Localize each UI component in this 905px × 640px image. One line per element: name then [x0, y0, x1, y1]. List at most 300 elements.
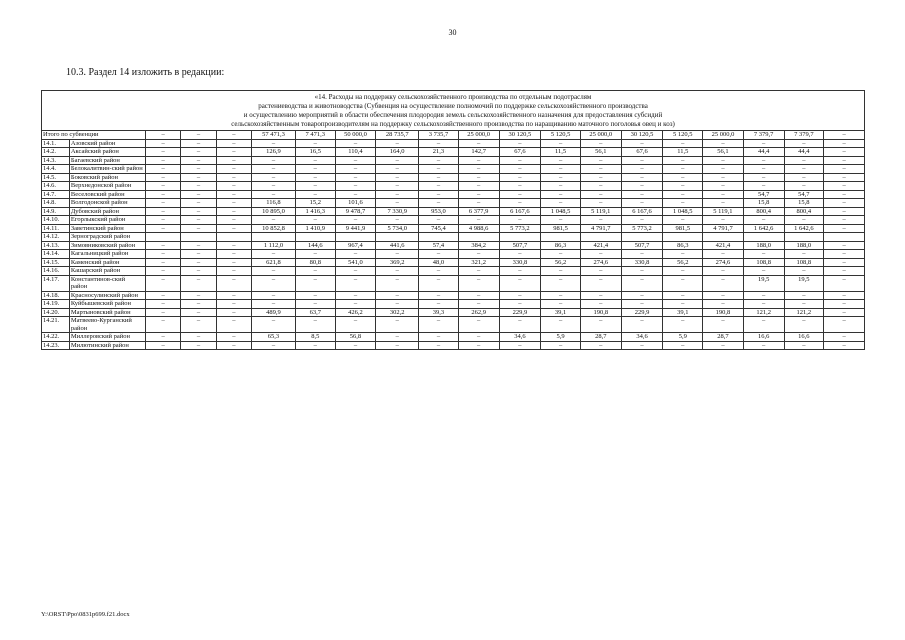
value-cell: 121,2	[743, 308, 784, 317]
value-cell: –	[419, 139, 459, 148]
value-cell: 5 773,2	[621, 224, 663, 233]
value-cell: –	[216, 241, 251, 250]
district-row	[42, 207, 865, 216]
value-cell: –	[335, 300, 376, 309]
value-cell: 1 410,9	[295, 224, 335, 233]
value-cell: –	[145, 199, 180, 208]
row-number: 14.22.	[42, 333, 70, 342]
value-cell: –	[541, 267, 581, 276]
value-cell: –	[541, 190, 581, 199]
value-cell: 34,6	[499, 333, 541, 342]
value-cell: –	[580, 275, 621, 291]
value-cell: –	[621, 300, 663, 309]
value-cell: 19,5	[784, 275, 824, 291]
value-cell: –	[145, 317, 180, 333]
value-cell: –	[580, 216, 621, 225]
value-cell: 15,8	[784, 199, 824, 208]
value-cell: –	[145, 250, 180, 259]
value-cell: –	[824, 199, 865, 208]
caption-line: и осуществлению мероприятий в области обеспечения плодородия земель сельскохозяйственного назначения для предоставления субсидий	[243, 111, 663, 119]
value-cell: 421,4	[703, 241, 744, 250]
row-number: 14.4.	[42, 165, 70, 174]
file-path-footer: Y:\ORST\Ppo\0831p699.f21.docx	[41, 611, 130, 618]
value-cell	[145, 233, 180, 242]
value-cell: 16,6	[743, 333, 784, 342]
district-name: Дубовский район	[69, 207, 145, 216]
value-cell: –	[145, 308, 180, 317]
value-cell: 110,4	[335, 148, 376, 157]
value-cell: 28,7	[580, 333, 621, 342]
value-cell: –	[743, 165, 784, 174]
value-cell: –	[145, 148, 180, 157]
value-cell	[252, 233, 296, 242]
value-cell: –	[663, 341, 703, 350]
value-cell: 144,6	[295, 241, 335, 250]
value-cell: 190,8	[703, 308, 744, 317]
value-cell: –	[663, 216, 703, 225]
value-cell: –	[145, 207, 180, 216]
row-number: 14.2.	[42, 148, 70, 157]
value-cell: –	[499, 317, 541, 333]
value-cell: 5 119,1	[580, 207, 621, 216]
value-cell: –	[376, 317, 419, 333]
district-name: Куйбышевский район	[69, 300, 145, 309]
value-cell: –	[295, 250, 335, 259]
value-cell: –	[295, 216, 335, 225]
district-row	[42, 199, 865, 208]
value-cell: 56,2	[541, 258, 581, 267]
value-cell: –	[419, 190, 459, 199]
district-name: Верхнедонской район	[69, 182, 145, 191]
value-cell: –	[335, 173, 376, 182]
row-number: 14.7.	[42, 190, 70, 199]
value-cell: –	[335, 190, 376, 199]
district-row	[42, 165, 865, 174]
value-cell: –	[824, 182, 865, 191]
value-cell: –	[703, 182, 744, 191]
value-cell: 262,9	[458, 308, 499, 317]
value-cell: 1 112,0	[252, 241, 296, 250]
value-cell: –	[663, 165, 703, 174]
value-cell: –	[181, 182, 216, 191]
value-cell: –	[541, 139, 581, 148]
value-cell: –	[703, 156, 744, 165]
value-cell: –	[824, 250, 865, 259]
row-number: 14.9.	[42, 207, 70, 216]
value-cell: –	[458, 317, 499, 333]
value-cell: –	[621, 139, 663, 148]
value-cell: 15,2	[295, 199, 335, 208]
value-cell: 229,9	[621, 308, 663, 317]
value-cell: –	[621, 291, 663, 300]
value-cell: –	[252, 275, 296, 291]
value-cell: –	[703, 341, 744, 350]
value-cell: –	[541, 250, 581, 259]
value-cell: –	[458, 267, 499, 276]
total-cell: 25 000,0	[580, 131, 621, 140]
value-cell	[335, 233, 376, 242]
value-cell: –	[580, 317, 621, 333]
value-cell: –	[703, 173, 744, 182]
value-cell: –	[295, 182, 335, 191]
district-row	[42, 224, 865, 233]
value-cell: –	[499, 156, 541, 165]
row-number: 14.17.	[42, 275, 70, 291]
value-cell	[784, 233, 824, 242]
value-cell: –	[216, 207, 251, 216]
value-cell: –	[580, 250, 621, 259]
value-cell: –	[621, 156, 663, 165]
value-cell: –	[703, 139, 744, 148]
value-cell: 11,5	[541, 148, 581, 157]
value-cell: –	[824, 258, 865, 267]
value-cell: –	[663, 275, 703, 291]
district-row	[42, 300, 865, 309]
value-cell: –	[252, 216, 296, 225]
value-cell: –	[458, 250, 499, 259]
district-row	[42, 333, 865, 342]
value-cell: 39,3	[419, 308, 459, 317]
value-cell: –	[580, 165, 621, 174]
value-cell: –	[824, 148, 865, 157]
value-cell: 56,1	[703, 148, 744, 157]
value-cell: –	[499, 216, 541, 225]
value-cell: –	[419, 275, 459, 291]
district-row	[42, 216, 865, 225]
value-cell: 16,6	[784, 333, 824, 342]
value-cell: –	[580, 139, 621, 148]
value-cell: –	[376, 250, 419, 259]
value-cell: –	[824, 317, 865, 333]
value-cell: 116,8	[252, 199, 296, 208]
value-cell: 274,6	[703, 258, 744, 267]
value-cell: –	[419, 156, 459, 165]
value-cell: –	[216, 139, 251, 148]
value-cell: –	[580, 190, 621, 199]
value-cell: 16,5	[295, 148, 335, 157]
value-cell: –	[784, 291, 824, 300]
value-cell: –	[145, 241, 180, 250]
value-cell: –	[743, 300, 784, 309]
value-cell: 86,3	[541, 241, 581, 250]
district-name: Красносулинский район	[69, 291, 145, 300]
value-cell: –	[580, 199, 621, 208]
value-cell: –	[824, 156, 865, 165]
value-cell: 188,0	[743, 241, 784, 250]
total-cell: 25 000,0	[703, 131, 744, 140]
value-cell: –	[784, 267, 824, 276]
value-cell: –	[419, 173, 459, 182]
value-cell: –	[784, 165, 824, 174]
district-name: Егорлыкский район	[69, 216, 145, 225]
total-cell: 3 735,7	[419, 131, 459, 140]
district-name: Боковский район	[69, 173, 145, 182]
value-cell: –	[295, 190, 335, 199]
value-cell: –	[663, 173, 703, 182]
value-cell: –	[376, 182, 419, 191]
value-cell: 4 791,7	[703, 224, 744, 233]
value-cell: –	[784, 300, 824, 309]
value-cell: –	[784, 139, 824, 148]
value-cell: 6 377,9	[458, 207, 499, 216]
district-name: Багаевский район	[69, 156, 145, 165]
value-cell: –	[181, 224, 216, 233]
value-cell: –	[499, 190, 541, 199]
value-cell: –	[621, 173, 663, 182]
value-cell: –	[541, 165, 581, 174]
value-cell: –	[458, 300, 499, 309]
value-cell: 229,9	[499, 308, 541, 317]
value-cell: –	[743, 139, 784, 148]
value-cell: –	[252, 300, 296, 309]
table-caption	[42, 91, 865, 131]
value-cell: –	[621, 275, 663, 291]
value-cell: 800,4	[784, 207, 824, 216]
value-cell: –	[499, 173, 541, 182]
value-cell	[216, 233, 251, 242]
value-cell: –	[181, 190, 216, 199]
value-cell: 164,0	[376, 148, 419, 157]
value-cell: 7 330,9	[376, 207, 419, 216]
value-cell	[703, 233, 744, 242]
value-cell: –	[784, 216, 824, 225]
value-cell: 39,1	[663, 308, 703, 317]
total-cell: 30 120,5	[621, 131, 663, 140]
value-cell: –	[376, 341, 419, 350]
district-row	[42, 267, 865, 276]
value-cell: –	[181, 173, 216, 182]
value-cell: –	[458, 199, 499, 208]
value-cell: 44,4	[784, 148, 824, 157]
value-cell: –	[335, 317, 376, 333]
value-cell: –	[458, 139, 499, 148]
value-cell: –	[335, 267, 376, 276]
value-cell: –	[376, 165, 419, 174]
value-cell: 188,0	[784, 241, 824, 250]
value-cell: 108,8	[784, 258, 824, 267]
value-cell: –	[216, 291, 251, 300]
value-cell: –	[295, 173, 335, 182]
value-cell: –	[252, 341, 296, 350]
value-cell: –	[824, 241, 865, 250]
total-cell: 25 000,0	[458, 131, 499, 140]
value-cell: –	[145, 224, 180, 233]
value-cell: –	[541, 199, 581, 208]
value-cell: –	[216, 317, 251, 333]
value-cell: –	[663, 139, 703, 148]
value-cell: 56,2	[663, 258, 703, 267]
district-row	[42, 250, 865, 259]
value-cell: 126,9	[252, 148, 296, 157]
value-cell: –	[295, 317, 335, 333]
value-cell: –	[621, 199, 663, 208]
value-cell: –	[216, 258, 251, 267]
value-cell: –	[621, 190, 663, 199]
value-cell: –	[703, 250, 744, 259]
value-cell: –	[145, 173, 180, 182]
value-cell: –	[743, 317, 784, 333]
total-cell: 5 120,5	[541, 131, 581, 140]
value-cell: 108,8	[743, 258, 784, 267]
value-cell: –	[419, 267, 459, 276]
value-cell: –	[376, 300, 419, 309]
value-cell: –	[703, 190, 744, 199]
value-cell	[499, 233, 541, 242]
value-cell: –	[743, 341, 784, 350]
value-cell: 56,8	[335, 333, 376, 342]
value-cell: –	[335, 139, 376, 148]
caption-line: растениеводства и животноводства (Субвенция на осуществление полномочий по поддержке сельскохозяйственного производства	[258, 102, 648, 110]
value-cell: –	[663, 190, 703, 199]
value-cell: –	[376, 156, 419, 165]
value-cell: –	[145, 182, 180, 191]
total-cell: –	[824, 131, 865, 140]
district-name: Кагальницкий район	[69, 250, 145, 259]
value-cell: –	[499, 291, 541, 300]
value-cell: –	[458, 190, 499, 199]
value-cell: 8,5	[295, 333, 335, 342]
value-cell: –	[181, 207, 216, 216]
value-cell: –	[419, 250, 459, 259]
value-cell: –	[216, 341, 251, 350]
total-cell: 57 471,3	[252, 131, 296, 140]
value-cell: –	[181, 258, 216, 267]
value-cell: –	[181, 267, 216, 276]
value-cell: 67,6	[621, 148, 663, 157]
value-cell: –	[376, 275, 419, 291]
value-cell: 10 852,8	[252, 224, 296, 233]
value-cell: –	[458, 156, 499, 165]
value-cell: 142,7	[458, 148, 499, 157]
value-cell: 28,7	[703, 333, 744, 342]
value-cell: –	[376, 267, 419, 276]
row-number: 14.5.	[42, 173, 70, 182]
value-cell: –	[824, 300, 865, 309]
value-cell: 981,5	[541, 224, 581, 233]
value-cell: –	[784, 156, 824, 165]
value-cell: –	[181, 139, 216, 148]
value-cell: –	[621, 317, 663, 333]
value-cell: –	[252, 190, 296, 199]
value-cell: –	[824, 267, 865, 276]
value-cell: –	[824, 216, 865, 225]
value-cell: 9 441,9	[335, 224, 376, 233]
value-cell: 1 642,6	[743, 224, 784, 233]
value-cell	[419, 233, 459, 242]
total-cell: 7 379,7	[743, 131, 784, 140]
value-cell: –	[743, 250, 784, 259]
value-cell: –	[335, 165, 376, 174]
value-cell: –	[541, 291, 581, 300]
district-row	[42, 258, 865, 267]
value-cell: –	[295, 156, 335, 165]
value-cell: 5 119,1	[703, 207, 744, 216]
value-cell: –	[580, 341, 621, 350]
row-number: 14.15.	[42, 258, 70, 267]
row-number: 14.12.	[42, 233, 70, 242]
value-cell: –	[145, 139, 180, 148]
value-cell: –	[824, 139, 865, 148]
value-cell: 86,3	[663, 241, 703, 250]
value-cell: –	[295, 165, 335, 174]
value-cell: –	[216, 267, 251, 276]
value-cell: –	[419, 341, 459, 350]
value-cell: –	[376, 333, 419, 342]
value-cell: 65,3	[252, 333, 296, 342]
value-cell: 745,4	[419, 224, 459, 233]
value-cell	[295, 233, 335, 242]
value-cell: 5 734,0	[376, 224, 419, 233]
value-cell: –	[216, 216, 251, 225]
value-cell: –	[784, 182, 824, 191]
value-cell: –	[335, 341, 376, 350]
value-cell	[743, 233, 784, 242]
value-cell	[580, 233, 621, 242]
value-cell: –	[703, 317, 744, 333]
value-cell: –	[824, 224, 865, 233]
value-cell: –	[216, 148, 251, 157]
value-cell: –	[541, 275, 581, 291]
value-cell: 507,7	[499, 241, 541, 250]
value-cell: –	[145, 291, 180, 300]
value-cell	[181, 233, 216, 242]
value-cell: –	[703, 267, 744, 276]
value-cell: –	[499, 341, 541, 350]
value-cell: –	[419, 317, 459, 333]
district-name: Аксайский район	[69, 148, 145, 157]
district-name: Мартыновский район	[69, 308, 145, 317]
row-number: 14.19.	[42, 300, 70, 309]
total-cell: –	[181, 131, 216, 140]
row-number: 14.3.	[42, 156, 70, 165]
total-cell: 28 735,7	[376, 131, 419, 140]
value-cell: –	[376, 190, 419, 199]
value-cell: 6 167,6	[499, 207, 541, 216]
value-cell	[621, 233, 663, 242]
value-cell: –	[252, 250, 296, 259]
value-cell	[541, 233, 581, 242]
value-cell: –	[145, 190, 180, 199]
value-cell: –	[499, 199, 541, 208]
value-cell: –	[621, 267, 663, 276]
value-cell: –	[499, 182, 541, 191]
value-cell: 274,6	[580, 258, 621, 267]
district-name: Зерноградский район	[69, 233, 145, 242]
value-cell: –	[703, 216, 744, 225]
value-cell: –	[252, 156, 296, 165]
value-cell: –	[458, 165, 499, 174]
value-cell: –	[216, 190, 251, 199]
district-row	[42, 317, 865, 333]
value-cell: 67,6	[499, 148, 541, 157]
value-cell: –	[335, 250, 376, 259]
total-cell: –	[145, 131, 180, 140]
row-number: 14.18.	[42, 291, 70, 300]
value-cell	[663, 233, 703, 242]
value-cell: –	[252, 317, 296, 333]
district-row	[42, 156, 865, 165]
value-cell: –	[703, 300, 744, 309]
value-cell: 981,5	[663, 224, 703, 233]
value-cell: –	[824, 341, 865, 350]
value-cell: –	[541, 216, 581, 225]
value-cell: –	[824, 165, 865, 174]
value-cell: –	[580, 173, 621, 182]
value-cell: 426,2	[335, 308, 376, 317]
value-cell: 9 478,7	[335, 207, 376, 216]
value-cell: –	[663, 199, 703, 208]
value-cell: –	[663, 317, 703, 333]
